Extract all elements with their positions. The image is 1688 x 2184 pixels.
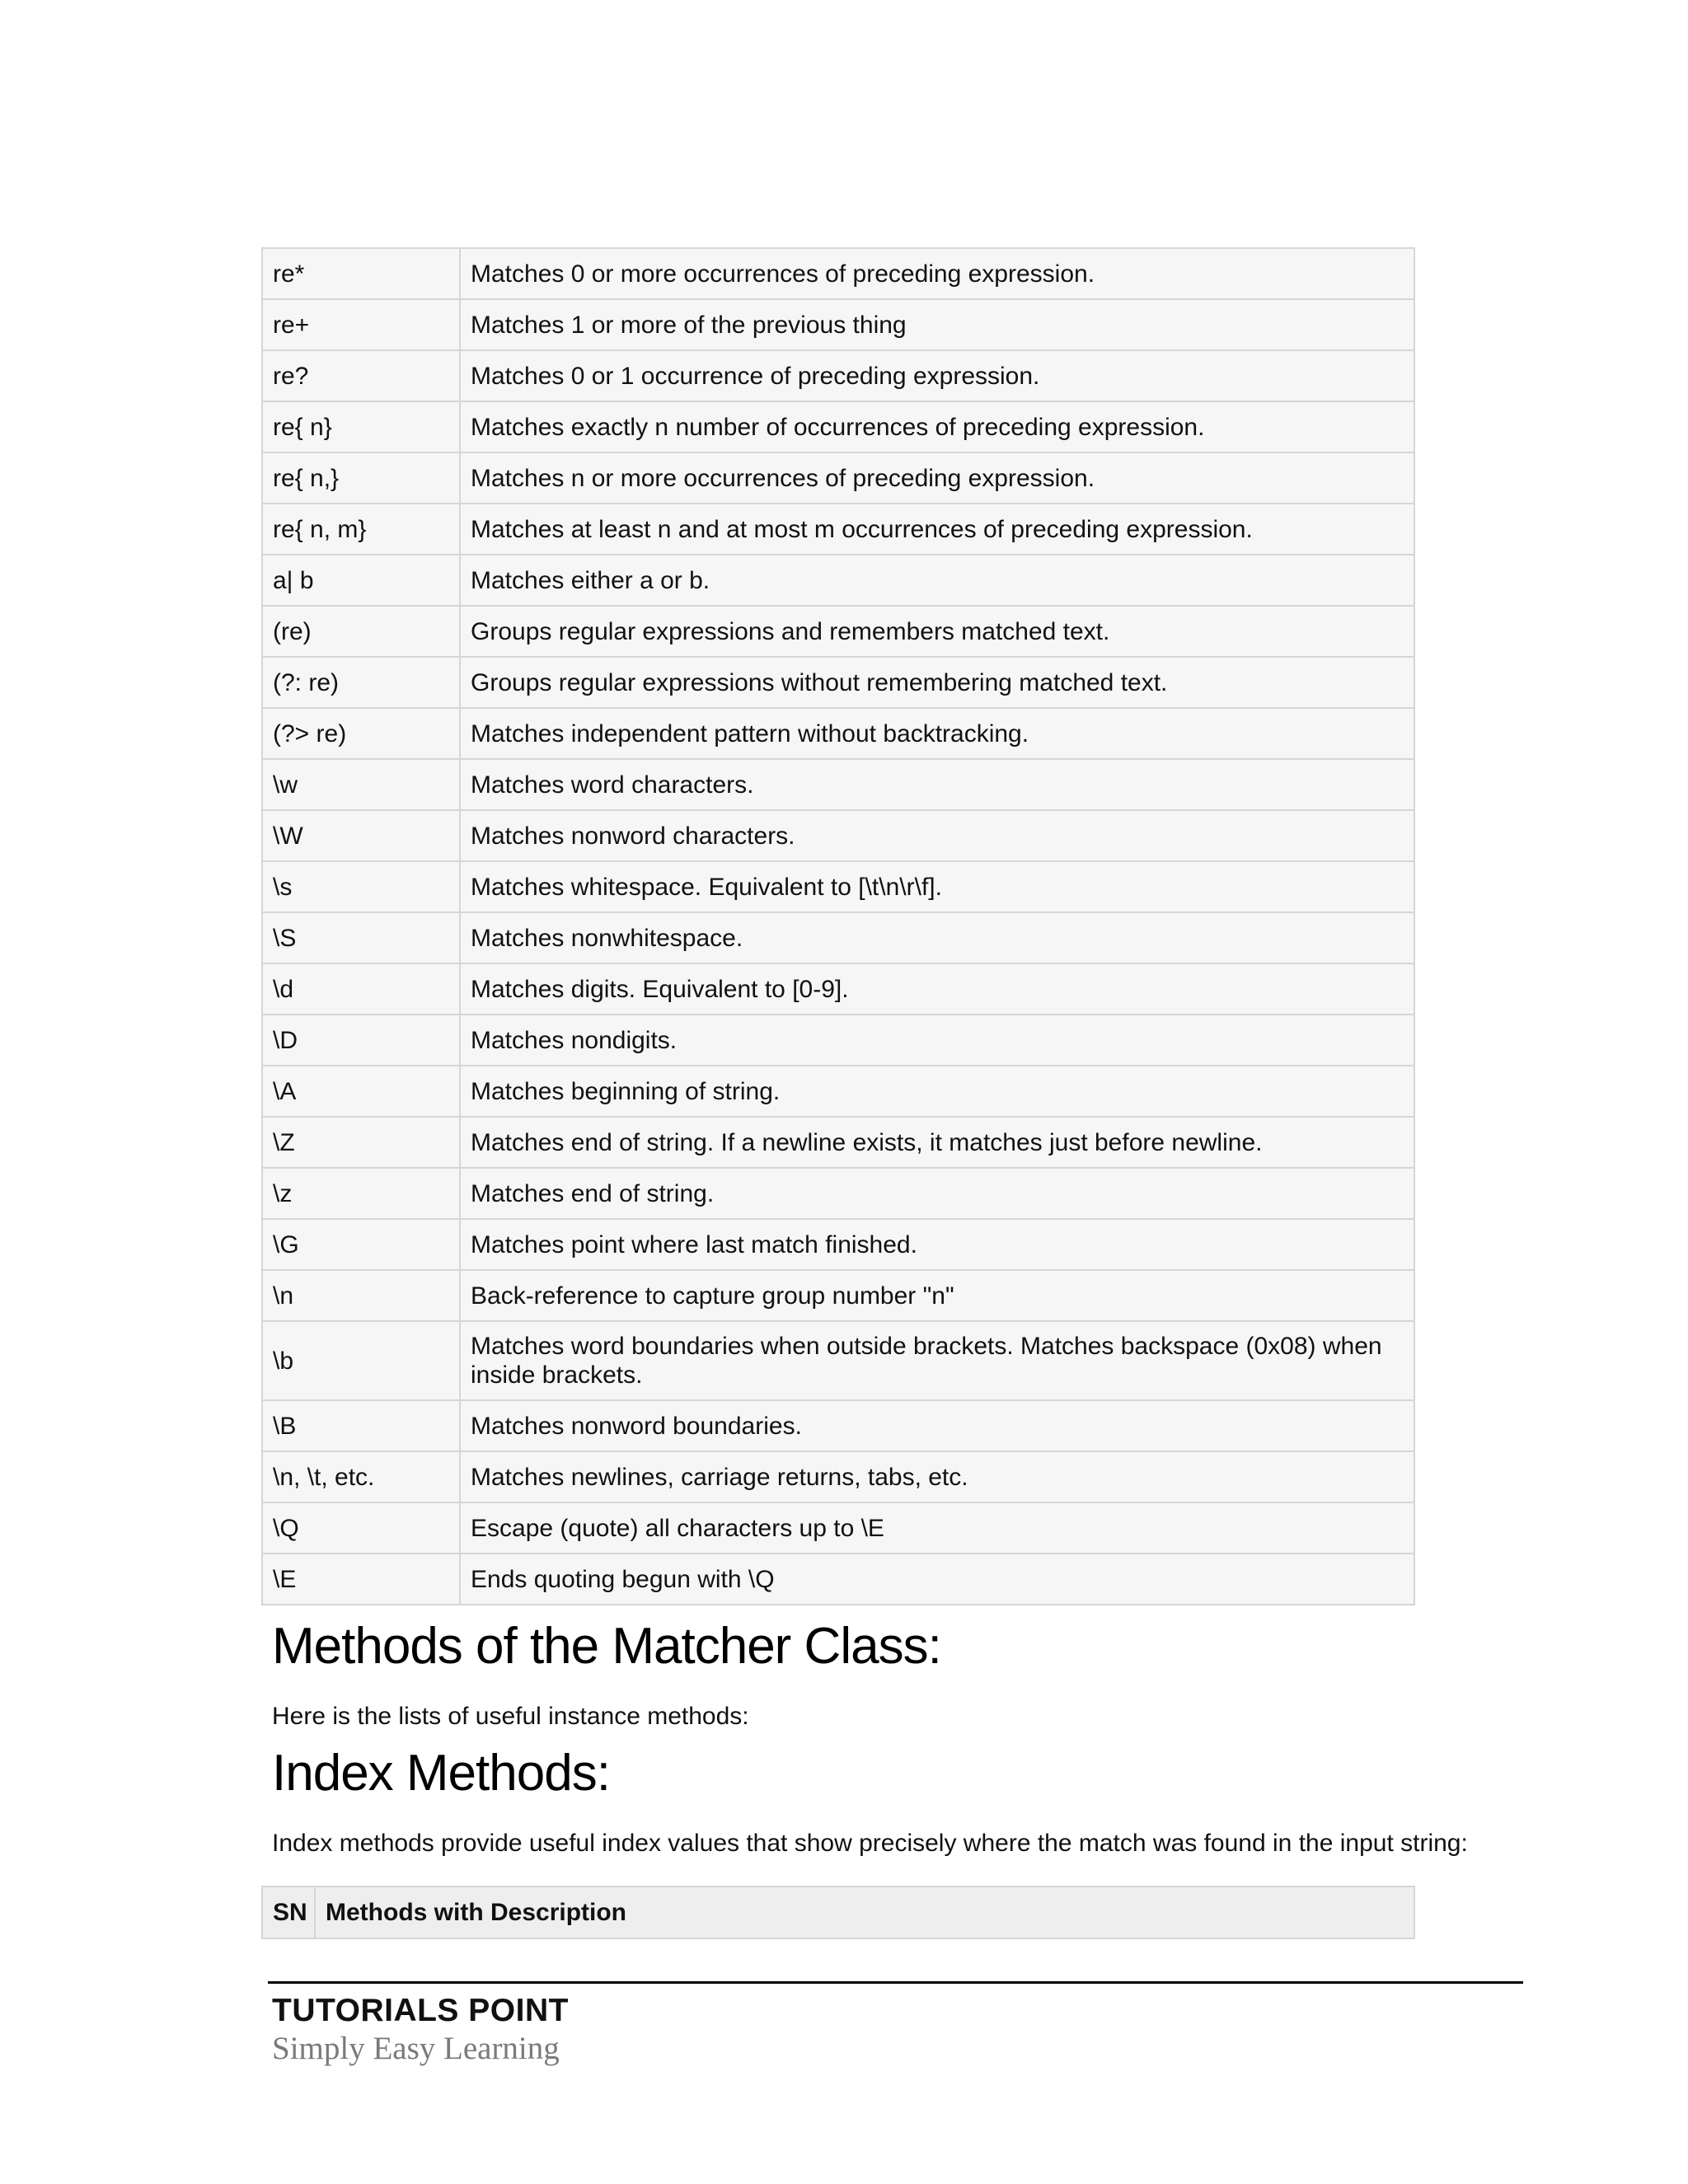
regex-expression: \z [262, 1168, 460, 1219]
regex-description: Matches end of string. [460, 1168, 1414, 1219]
footer-tagline: Simply Easy Learning [272, 2031, 560, 2066]
table-row [262, 759, 1414, 810]
regex-description: Back-reference to capture group number "n" [460, 1270, 1414, 1321]
index-methods-heading: Index Methods: [272, 1745, 610, 1802]
table-row [262, 1168, 1414, 1219]
regex-expression: \n [262, 1270, 460, 1321]
table-row [262, 1400, 1414, 1451]
regex-expression: \S [262, 912, 460, 963]
table-row [262, 963, 1414, 1015]
regex-expression: \Q [262, 1502, 460, 1554]
table-row [262, 1321, 1414, 1400]
regex-description: Matches 0 or more occurrences of preceding expression. [460, 248, 1414, 299]
table-row [262, 1219, 1414, 1270]
regex-expression: \Z [262, 1117, 460, 1168]
regex-expression: \B [262, 1400, 460, 1451]
regex-description: Ends quoting begun with \Q [460, 1554, 1414, 1605]
regex-expression: re{ n, m} [262, 504, 460, 555]
table-row [262, 1270, 1414, 1321]
table-row [262, 1015, 1414, 1066]
regex-expression: (?> re) [262, 708, 460, 759]
regex-expression: \A [262, 1066, 460, 1117]
table-row [262, 1066, 1414, 1117]
regex-table [261, 247, 1415, 1605]
column-header-sn: SN [262, 1886, 315, 1938]
regex-description: Matches end of string. If a newline exists, it matches just before newline. [460, 1117, 1414, 1168]
regex-expression: (?: re) [262, 657, 460, 708]
regex-expression: \n, \t, etc. [262, 1451, 460, 1502]
regex-description: Matches n or more occurrences of preceding expression. [460, 452, 1414, 504]
regex-description: Escape (quote) all characters up to \E [460, 1502, 1414, 1554]
regex-expression: \G [262, 1219, 460, 1270]
table-row [262, 606, 1414, 657]
table-row [262, 452, 1414, 504]
regex-description: Matches nonword characters. [460, 810, 1414, 861]
table-row [262, 1451, 1414, 1502]
regex-expression: a| b [262, 555, 460, 606]
regex-description: Matches whitespace. Equivalent to [\t\n\r\f]. [460, 861, 1414, 912]
regex-description: Matches exactly n number of occurrences of preceding expression. [460, 401, 1414, 452]
table-row [262, 1554, 1414, 1605]
index-methods-intro: Index methods provide useful index values that show precisely where the match was found in the input string: [272, 1830, 1468, 1857]
table-row [262, 299, 1414, 350]
regex-description: Matches word characters. [460, 759, 1414, 810]
regex-description: Matches nonwhitespace. [460, 912, 1414, 963]
matcher-class-intro: Here is the lists of useful instance methods: [272, 1703, 749, 1730]
regex-description: Matches nonword boundaries. [460, 1400, 1414, 1451]
regex-description: Matches beginning of string. [460, 1066, 1414, 1117]
regex-description: Matches point where last match finished. [460, 1219, 1414, 1270]
regex-description: Groups regular expressions without remembering matched text. [460, 657, 1414, 708]
regex-description: Matches 0 or 1 occurrence of preceding expression. [460, 350, 1414, 401]
regex-table-body [262, 248, 1414, 1605]
regex-expression: \d [262, 963, 460, 1015]
table-row [262, 912, 1414, 963]
regex-expression: \b [262, 1321, 460, 1400]
regex-expression: \D [262, 1015, 460, 1066]
table-row [262, 350, 1414, 401]
table-row [262, 1117, 1414, 1168]
table-row [262, 861, 1414, 912]
regex-expression: (re) [262, 606, 460, 657]
table-row [262, 657, 1414, 708]
regex-expression: \E [262, 1554, 460, 1605]
regex-description: Matches nondigits. [460, 1015, 1414, 1066]
regex-description: Matches 1 or more of the previous thing [460, 299, 1414, 350]
regex-expression: re+ [262, 299, 460, 350]
table-row [262, 504, 1414, 555]
methods-table [261, 1886, 1415, 1939]
regex-expression: re* [262, 248, 460, 299]
regex-description: Matches digits. Equivalent to [0-9]. [460, 963, 1414, 1015]
regex-expression: \s [262, 861, 460, 912]
table-row [262, 401, 1414, 452]
table-row [262, 555, 1414, 606]
methods-table-header-row [262, 1886, 1414, 1938]
regex-expression: re{ n,} [262, 452, 460, 504]
table-row [262, 708, 1414, 759]
column-header-description: Methods with Description [315, 1886, 1414, 1938]
table-row [262, 1502, 1414, 1554]
footer-brand: TUTORIALS POINT [272, 1993, 569, 2028]
matcher-class-heading: Methods of the Matcher Class: [272, 1618, 941, 1675]
regex-description: Matches newlines, carriage returns, tabs, etc. [460, 1451, 1414, 1502]
regex-description: Matches either a or b. [460, 555, 1414, 606]
regex-expression: re? [262, 350, 460, 401]
regex-expression: re{ n} [262, 401, 460, 452]
regex-expression: \w [262, 759, 460, 810]
table-row [262, 810, 1414, 861]
regex-description: Matches at least n and at most m occurrences of preceding expression. [460, 504, 1414, 555]
regex-description: Matches independent pattern without backtracking. [460, 708, 1414, 759]
regex-description: Groups regular expressions and remembers matched text. [460, 606, 1414, 657]
footer-divider [268, 1981, 1523, 1984]
table-row [262, 248, 1414, 299]
regex-expression: \W [262, 810, 460, 861]
regex-description: Matches word boundaries when outside brackets. Matches backspace (0x08) when inside brackets. [460, 1321, 1414, 1400]
